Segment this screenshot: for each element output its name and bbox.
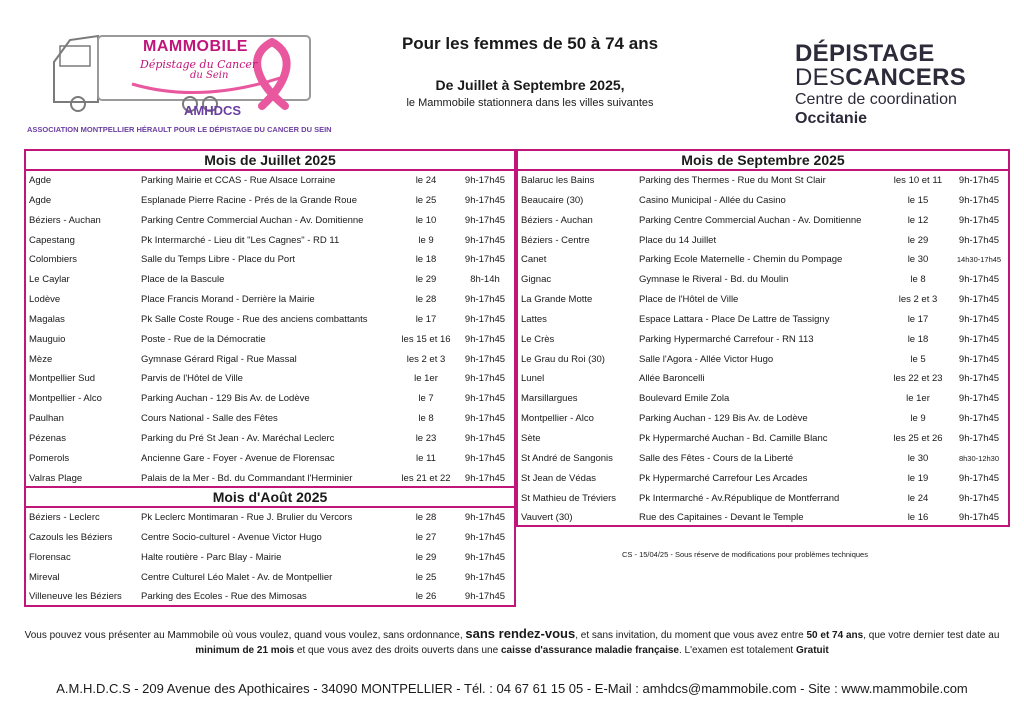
period-subtitle: le Mammobile stationnera dans les villes suivantes xyxy=(406,97,654,109)
august-rows xyxy=(26,508,514,607)
brand-line-2 xyxy=(795,64,966,92)
location-cell: Pk Intermarché - Av.République de Montferrand xyxy=(639,492,840,504)
location-cell: Place de l'Hôtel de Ville xyxy=(639,294,739,306)
location-cell: Poste - Rue de la Démocratie xyxy=(141,333,266,345)
location-cell: Gymnase le Riveral - Bd. du Moulin xyxy=(639,274,789,286)
location-cell: Parvis de l'Hôtel de Ville xyxy=(141,373,243,385)
period-heading: De Juillet à Septembre 2025, xyxy=(435,77,625,93)
city-cell: Le Crès xyxy=(521,333,555,345)
logo-association: ASSOCIATION MONTPELLIER HÉRAULT POUR LE DÉPISTAGE DU CANCER DU SEIN xyxy=(27,125,332,134)
table-row xyxy=(518,350,1008,370)
hours-cell: 9h-17h45 xyxy=(464,452,506,464)
hours-cell: 9h-17h45 xyxy=(464,373,506,385)
city-cell: Lodève xyxy=(29,294,61,306)
hours-cell: 9h-17h45 xyxy=(464,551,506,563)
table-row xyxy=(26,191,514,211)
location-cell: Salle l'Agora - Allée Victor Hugo xyxy=(639,353,774,365)
date-cell: le 29 xyxy=(415,551,437,563)
location-cell: Rue des Capitaines - Devant le Temple xyxy=(639,512,804,524)
table-row xyxy=(518,369,1008,389)
date-cell: le 28 xyxy=(415,512,437,523)
city-cell: St Jean de Védas xyxy=(521,472,596,484)
city-cell: Mireval xyxy=(29,571,60,583)
hours-cell: 9h-17h45 xyxy=(464,254,506,266)
brand-cancers: CANCERS xyxy=(845,64,967,91)
location-cell: Boulevard Emile Zola xyxy=(639,393,730,405)
info-text-2: , et sans invitation, du moment que vous avez entre xyxy=(575,630,804,641)
location-cell: Ancienne Gare - Foyer - Avenue de Florensac xyxy=(141,452,335,464)
date-cell: le 17 xyxy=(415,313,437,325)
hours-cell: 9h-17h45 xyxy=(958,234,1000,246)
august-table xyxy=(24,486,516,607)
date-cell: le 24 xyxy=(907,492,929,504)
brand-des: DES xyxy=(795,64,846,91)
city-cell: Valras Plage xyxy=(29,472,83,484)
hours-cell: 9h-17h45 xyxy=(464,294,506,306)
city-cell: Cazouls les Béziers xyxy=(29,531,113,543)
table-row xyxy=(518,449,1008,469)
hours-cell: 9h-17h45 xyxy=(958,175,1000,186)
table-row xyxy=(26,548,514,568)
info-text-3: , que votre dernier test date au xyxy=(863,630,1000,641)
hours-cell: 9h-17h45 xyxy=(464,571,506,583)
date-cell: le 18 xyxy=(907,333,929,345)
table-row xyxy=(518,270,1008,290)
city-cell: Mauguio xyxy=(29,333,66,345)
date-cell: le 9 xyxy=(910,413,926,425)
hours-cell: 9h-17h45 xyxy=(958,512,1000,524)
date-cell: le 7 xyxy=(418,393,434,405)
info-text-4: et que vous avez des droits ouverts dans une xyxy=(296,645,499,656)
location-cell: Place de la Bascule xyxy=(141,274,225,286)
location-cell: Cours National - Salle des Fêtes xyxy=(141,413,278,425)
date-cell: le 16 xyxy=(907,512,929,524)
hours-cell: 9h-17h45 xyxy=(958,214,1000,226)
hours-cell: 9h-17h45 xyxy=(958,353,1000,365)
location-cell: Gymnase Gérard Rigal - Rue Massal xyxy=(141,353,297,365)
city-cell: Vauvert (30) xyxy=(521,512,573,524)
date-cell: le 18 xyxy=(415,254,437,266)
date-cell: les 2 et 3 xyxy=(898,294,938,306)
location-cell: Pk Salle Coste Rouge - Rue des anciens combattants xyxy=(141,313,368,325)
city-cell: Sète xyxy=(521,432,541,444)
location-cell: Parking Auchan - 129 Bis Av. de Lodève xyxy=(639,413,808,425)
info-paragraph xyxy=(20,626,1004,658)
date-cell: le 23 xyxy=(415,432,437,444)
table-row xyxy=(518,231,1008,251)
table-row xyxy=(518,290,1008,310)
location-cell: Salle du Temps Libre - Place du Port xyxy=(141,254,296,266)
date-cell: le 12 xyxy=(907,214,929,226)
city-cell: Béziers - Auchan xyxy=(29,214,101,226)
city-cell: Magalas xyxy=(29,313,65,325)
city-cell: La Grande Motte xyxy=(521,294,593,306)
hours-cell: 9h-17h45 xyxy=(464,591,506,603)
info-highlight-insurance: caisse d'assurance maladie française xyxy=(500,645,679,656)
table-row xyxy=(518,191,1008,211)
location-cell: Parking Ecole Maternelle - Chemin du Pompage xyxy=(639,254,843,266)
city-cell: Montpellier - Alco xyxy=(29,393,102,405)
city-cell: Balaruc les Bains xyxy=(521,175,595,186)
table-row xyxy=(26,429,514,449)
august-title: Mois d'Août 2025 xyxy=(26,488,514,508)
table-row xyxy=(26,350,514,370)
table-row xyxy=(518,330,1008,350)
table-row xyxy=(518,250,1008,270)
table-row xyxy=(26,508,514,528)
hours-cell: 9h-17h45 xyxy=(464,234,506,246)
brand-line-3: Centre de coordination xyxy=(795,91,957,108)
hours-cell: 9h-17h45 xyxy=(464,333,506,345)
date-cell: les 21 et 22 xyxy=(401,472,451,484)
info-highlight-interval: minimum de 21 mois xyxy=(195,645,295,656)
location-cell: Parking des Thermes - Rue du Mont St Clair xyxy=(639,175,826,186)
table-row xyxy=(26,449,514,469)
location-cell: Allée Baroncelli xyxy=(639,373,705,385)
logo-tagline-2: du Sein xyxy=(190,70,229,81)
hours-cell: 9h-17h45 xyxy=(958,472,1000,484)
table-row xyxy=(518,429,1008,449)
hours-cell: 9h-17h45 xyxy=(958,373,1000,385)
table-row xyxy=(26,369,514,389)
july-rows xyxy=(26,171,514,489)
table-row xyxy=(26,587,514,607)
hours-cell: 9h-17h45 xyxy=(958,393,1000,405)
date-cell: les 2 et 3 xyxy=(406,353,446,365)
hours-cell: 9h-17h45 xyxy=(958,313,1000,325)
date-cell: le 24 xyxy=(415,175,437,186)
hours-cell: 9h-17h45 xyxy=(464,531,506,543)
hours-cell: 9h-17h45 xyxy=(958,333,1000,345)
hours-cell: 9h-17h45 xyxy=(464,512,506,523)
city-cell: Lunel xyxy=(521,373,545,385)
date-cell: le 15 xyxy=(907,194,929,206)
location-cell: Place Francis Morand - Derrière la Mairie xyxy=(141,294,315,306)
hours-cell: 9h-17h45 xyxy=(464,472,506,484)
date-cell: le 8 xyxy=(418,413,434,425)
city-cell: Agde xyxy=(29,175,52,186)
table-row xyxy=(518,389,1008,409)
table-row xyxy=(26,231,514,251)
hours-cell: 9h-17h45 xyxy=(958,194,1000,206)
city-cell: Pézenas xyxy=(29,432,66,444)
city-cell: Mèze xyxy=(29,353,53,365)
table-row xyxy=(518,171,1008,191)
logo-tagline: Dépistage du Cancer xyxy=(140,58,258,71)
hours-cell: 9h-17h45 xyxy=(464,214,506,226)
contact-footer: A.M.H.D.C.S - 209 Avenue des Apothicaires - 34090 MONTPELLIER - Tél. : 04 67 61 15 05 - E-Mail : amhdcs@mammobile.com - Site : www.mammobile.com xyxy=(56,681,968,696)
hours-cell: 9h-17h45 xyxy=(464,175,506,186)
hours-cell: 9h-17h45 xyxy=(464,432,506,444)
table-row xyxy=(26,250,514,270)
date-cell: le 29 xyxy=(415,274,437,286)
city-cell: Colombiers xyxy=(29,254,78,266)
date-cell: le 1er xyxy=(414,373,438,385)
september-rows xyxy=(518,171,1008,528)
date-cell: le 28 xyxy=(415,294,437,306)
table-row xyxy=(26,528,514,548)
city-cell: Capestang xyxy=(29,234,75,246)
city-cell: Béziers - Centre xyxy=(521,234,590,246)
date-cell: le 17 xyxy=(907,313,929,325)
location-cell: Parking des Ecoles - Rue des Mimosas xyxy=(141,591,307,603)
table-row xyxy=(26,270,514,290)
location-cell: Parking Auchan - 129 Bis Av. de Lodève xyxy=(141,393,310,405)
table-row xyxy=(26,211,514,231)
brand-line-4: Occitanie xyxy=(795,110,868,127)
july-title: Mois de Juillet 2025 xyxy=(26,151,514,171)
logo-name: MAMMOBILE xyxy=(143,38,248,55)
location-cell: Centre Socio-culturel - Avenue Victor Hugo xyxy=(141,531,322,543)
city-cell: Florensac xyxy=(29,551,71,563)
date-cell: le 26 xyxy=(415,591,437,603)
table-row xyxy=(26,409,514,429)
table-row xyxy=(26,171,514,191)
hours-cell: 9h-17h45 xyxy=(958,492,1000,504)
date-cell: le 8 xyxy=(910,274,926,286)
city-cell: Le Caylar xyxy=(29,274,70,286)
location-cell: Palais de la Mer - Bd. du Commandant l'Herminier xyxy=(141,472,353,484)
revision-note: CS - 15/04/25 - Sous réserve de modifications pour problèmes techniques xyxy=(622,550,868,559)
city-cell: Agde xyxy=(29,194,52,206)
location-cell: Pk Leclerc Montimaran - Rue J. Brulier du Vercors xyxy=(141,512,353,523)
table-row xyxy=(26,290,514,310)
date-cell: les 15 et 16 xyxy=(401,333,451,345)
page-title: Pour les femmes de 50 à 74 ans xyxy=(401,34,659,53)
location-cell: Pk Intermarché - Lieu dit "Les Cagnes" - RD 11 xyxy=(141,234,340,246)
table-row xyxy=(26,568,514,588)
hours-cell: 9h-17h45 xyxy=(464,313,506,325)
date-cell: le 9 xyxy=(418,234,434,246)
location-cell: Halte routière - Parc Blay - Mairie xyxy=(141,551,282,563)
hours-cell: 8h30-12h30 xyxy=(958,453,1000,463)
city-cell: Le Grau du Roi (30) xyxy=(521,353,605,365)
info-text-5: . L'examen est totalement xyxy=(679,645,794,656)
table-row xyxy=(518,211,1008,231)
city-cell: Pomerols xyxy=(29,452,70,464)
location-cell: Salle des Fêtes - Cours de la Liberté xyxy=(639,452,794,464)
date-cell: le 27 xyxy=(415,531,437,543)
hours-cell: 9h-17h45 xyxy=(464,413,506,425)
table-row xyxy=(518,469,1008,489)
location-cell: Esplanade Pierre Racine - Prés de la Grande Roue xyxy=(141,194,357,206)
table-row xyxy=(518,489,1008,509)
date-cell: le 11 xyxy=(416,452,436,464)
info-highlight-free: Gratuit xyxy=(795,645,829,656)
date-cell: le 25 xyxy=(415,194,437,206)
city-cell: Béziers - Leclerc xyxy=(29,512,100,523)
table-row xyxy=(26,389,514,409)
date-cell: les 25 et 26 xyxy=(893,432,943,444)
date-cell: le 25 xyxy=(415,571,437,583)
city-cell: Villeneuve les Béziers xyxy=(29,591,122,603)
date-cell: le 19 xyxy=(907,472,929,484)
location-cell: Parking Mairie et CCAS - Rue Alsace Lorraine xyxy=(141,175,336,186)
hours-cell: 9h-17h45 xyxy=(464,194,506,206)
table-row xyxy=(518,409,1008,429)
location-cell: Parking Centre Commercial Auchan - Av. Domitienne xyxy=(141,214,364,226)
date-cell: le 10 xyxy=(415,214,437,226)
info-highlight-age: 50 et 74 ans xyxy=(806,630,864,641)
date-cell: le 1er xyxy=(906,393,930,405)
hours-cell: 8h-14h xyxy=(470,274,500,286)
table-row xyxy=(518,508,1008,528)
city-cell: Beaucaire (30) xyxy=(521,194,584,206)
hours-cell: 9h-17h45 xyxy=(958,413,1000,425)
date-cell: le 30 xyxy=(907,254,929,266)
hours-cell: 9h-17h45 xyxy=(958,274,1000,286)
location-cell: Parking Hypermarché Carrefour - RN 113 xyxy=(639,333,814,345)
location-cell: Pk Hypermarché Carrefour Les Arcades xyxy=(639,472,808,484)
hours-cell: 9h-17h45 xyxy=(464,353,506,365)
july-table xyxy=(24,149,516,488)
city-cell: St Mathieu de Tréviers xyxy=(521,492,617,504)
city-cell: Lattes xyxy=(521,313,547,325)
date-cell: les 22 et 23 xyxy=(893,373,943,385)
mammobile-logo xyxy=(27,22,332,137)
city-cell: Paulhan xyxy=(29,413,64,425)
city-cell: Canet xyxy=(521,254,547,266)
city-cell: St André de Sangonis xyxy=(521,452,613,464)
location-cell: Parking du Pré St Jean - Av. Maréchal Leclerc xyxy=(141,432,335,444)
location-cell: Place du 14 Juillet xyxy=(639,234,717,246)
september-title: Mois de Septembre 2025 xyxy=(518,151,1008,171)
info-highlight-no-appointment: sans rendez-vous xyxy=(465,626,576,641)
date-cell: le 5 xyxy=(910,353,926,365)
location-cell: Pk Hypermarché Auchan - Bd. Camille Blanc xyxy=(639,432,828,444)
hours-cell: 9h-17h45 xyxy=(958,294,1000,306)
city-cell: Gignac xyxy=(521,274,552,286)
date-cell: le 30 xyxy=(907,452,929,464)
location-cell: Centre Culturel Léo Malet - Av. de Montpellier xyxy=(141,571,333,583)
table-row xyxy=(26,310,514,330)
table-row xyxy=(26,330,514,350)
september-table xyxy=(516,149,1010,527)
info-text-1: Vous pouvez vous présenter au Mammobile où vous voulez, quand vous voulez, sans ordonnance, xyxy=(24,630,463,641)
city-cell: Béziers - Auchan xyxy=(521,214,593,226)
location-cell: Casino Municipal - Allée du Casino xyxy=(639,194,786,206)
city-cell: Montpellier Sud xyxy=(29,373,96,385)
city-cell: Marsillargues xyxy=(521,393,578,405)
hours-cell: 14h30-17h45 xyxy=(956,255,1002,265)
brand-line-1: DÉPISTAGE xyxy=(795,40,935,67)
hours-cell: 9h-17h45 xyxy=(464,393,506,405)
date-cell: les 10 et 11 xyxy=(893,175,943,186)
location-cell: Parking Centre Commercial Auchan - Av. Domitienne xyxy=(639,214,862,226)
hours-cell: 9h-17h45 xyxy=(958,432,1000,444)
location-cell: Espace Lattara - Place De Lattre de Tassigny xyxy=(639,313,830,325)
date-cell: le 29 xyxy=(907,234,929,246)
logo-acronym: AMHDCS xyxy=(184,103,242,118)
city-cell: Montpellier - Alco xyxy=(521,413,594,425)
table-row xyxy=(518,310,1008,330)
